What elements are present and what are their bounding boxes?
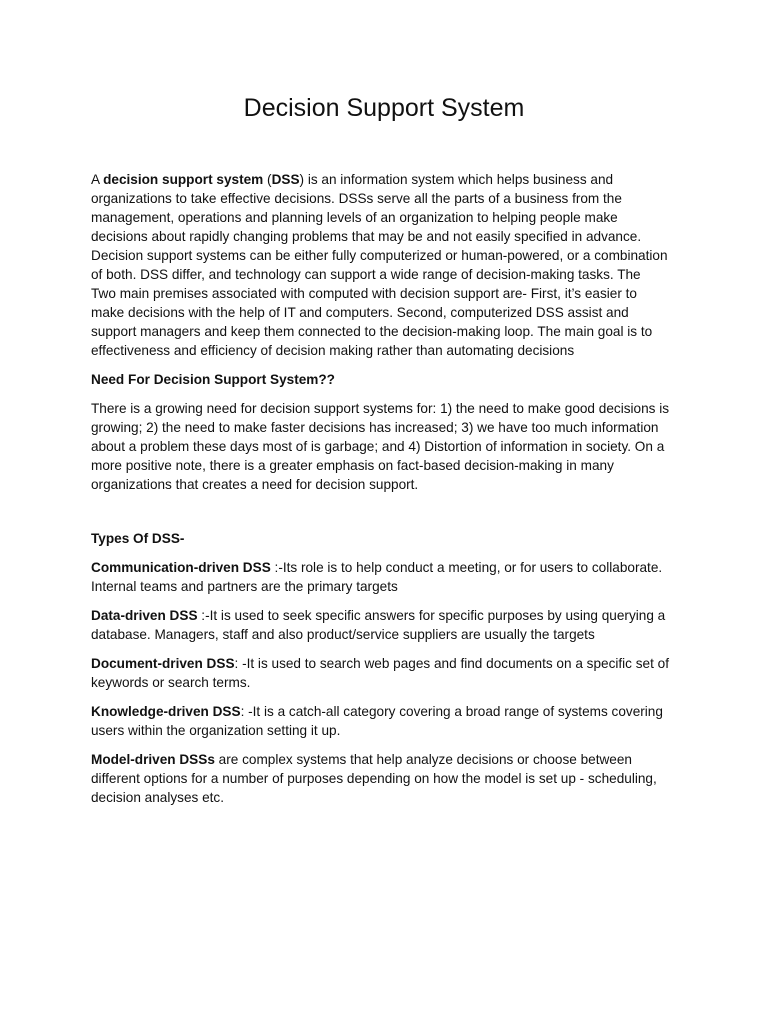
type-model-driven: [91, 750, 691, 807]
intro-abbr: DSS: [271, 172, 300, 187]
type-name: Model-driven DSSs: [91, 752, 215, 767]
intro-lead: A: [91, 172, 104, 187]
need-heading: [91, 370, 691, 389]
intro-term: decision support system: [103, 172, 264, 187]
document-body: [91, 170, 691, 807]
type-communication-driven: [91, 558, 691, 596]
type-name: Data-driven DSS: [91, 608, 198, 623]
need-paragraph: There is a growing need for decision support systems for: 1) the need to make good decisions is growing; 2) the need to make faster decisions has increased; 3) we have too much information about a problem these days most of is garbage; and 4) Distortion of information in society. On a more positive note, there is a greater emphasis on fact-based decision-making in many organizations that creates a need for decision support.: [91, 401, 670, 492]
type-data-driven: [91, 606, 691, 644]
type-name: Document-driven DSS: [91, 656, 235, 671]
type-knowledge-driven: [91, 702, 691, 740]
type-name: Communication-driven DSS: [91, 560, 271, 575]
intro-paragraph: [91, 170, 691, 360]
type-description: :-Its role is to help conduct a meeting, or for users to collaborate. Internal teams and partners are the primary targets: [91, 560, 663, 594]
type-description: : -It is used to search web pages and find documents on a specific set of keywords or search terms.: [91, 656, 670, 690]
types-heading-text: Types Of DSS-: [91, 531, 185, 546]
need-heading-text: Need For Decision Support System??: [91, 372, 335, 387]
types-heading: [91, 529, 691, 548]
intro-open-paren: (: [263, 172, 272, 187]
type-description: are complex systems that help analyze decisions or choose between different options for a number of purposes depending on how the model is set up - scheduling, decision analyses etc.: [91, 752, 657, 805]
intro-rest: ) is an information system which helps business and organizations to take effective decisions. DSSs serve all the parts of a business from the management, operations and planning levels of an organization to helping people make decisions about rapidly changing problems that may be and not easily specified in advance. Decision support systems can be either fully computerized or human-powered, or a combination of both. DSS differ, and technology can support a wide range of decision-making tasks. The Two main premises associated with computed with decision support are- First, it’s easier to make decisions with the help of IT and computers. Second, computerized DSS assist and support managers and keep them connected to the decision-making loop. The main goal is to effectiveness and efficiency of decision making rather than automating decisions: [91, 172, 668, 358]
page-title: Decision Support System: [243, 94, 525, 122]
type-document-driven: [91, 654, 691, 692]
type-description: : -It is a catch-all category covering a broad range of systems covering users within the organization setting it up.: [91, 704, 663, 738]
type-description: :-It is used to seek specific answers for specific purposes by using querying a database. Managers, staff and also product/service suppliers are usually the targets: [91, 608, 666, 642]
type-name: Knowledge-driven DSS: [91, 704, 241, 719]
